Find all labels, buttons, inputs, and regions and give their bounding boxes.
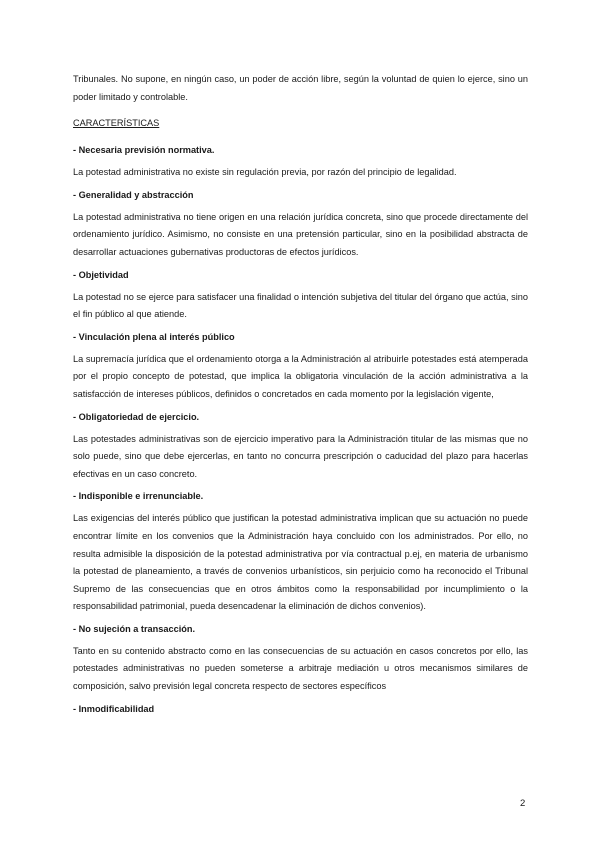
- document-page: [73, 71, 528, 716]
- heading-indisponible: - Indisponible e irrenunciable.: [73, 491, 204, 502]
- paragraph-objetividad: La potestad no se ejerce para satisfacer una finalidad o intención subjetiva del titular del órgano que actúa, sino el fin público al que atiende.: [73, 291, 528, 320]
- heading-objetividad: - Objetividad: [73, 269, 129, 280]
- heading-obligatoriedad: - Obligatoriedad de ejercicio.: [73, 411, 200, 422]
- intro-paragraph: Tribunales. No supone, en ningún caso, un poder de acción libre, según la voluntad de quien lo ejerce, sino un poder limitado y controlable.: [73, 74, 528, 102]
- heading-transaccion: - No sujeción a transacción.: [73, 623, 196, 634]
- paragraph-obligatoriedad: Las potestades administrativas son de ejercicio imperativo para la Administración titular de las mismas que no solo puede, sino que debe ejercerlas, en tanto no concurra prescripción o caducidad del plazo para hacerlas efectivas en un caso concreto.: [73, 433, 528, 479]
- paragraph-generalidad: La potestad administrativa no tiene origen en una relación jurídica concreta, sino que procede directamente del ordenamiento jurídico. Asimismo, no consiste en una pretensión particular, sino en la posibilidad abstracta de desarrollar actuaciones gubernativas productoras de efectos jurídicos.: [73, 211, 528, 257]
- section-title: CARACTERÍSTICAS: [73, 118, 160, 129]
- heading-inmodificabilidad: - Inmodificabilidad: [73, 703, 155, 714]
- heading-vinculacion: - Vinculación plena al interés público: [73, 331, 235, 342]
- page-number: 2: [520, 798, 526, 809]
- paragraph-transaccion: Tanto en su contenido abstracto como en las consecuencias de su actuación en casos concretos por ello, las potestades administrativas no pueden someterse a arbitraje mediación u otros mecanismos similares de composición, salvo previsión legal concreta respecto de sectores específicos: [73, 645, 528, 692]
- heading-prevision: - Necesaria previsión normativa.: [73, 145, 215, 156]
- paragraph-indisponible: Las exigencias del interés público que justifican la potestad administrativa implican que su actuación no puede encontrar límite en los convenios que la Administración haya concluido con los administrados. Por ello, no resulta admisible la disposición de la potestad administrativa por vía contractual p.ej, en materia de urbanismo la potestad de planeamiento, a través de convenios urbanísticos, sin perjuicio como ha reconocido el Tribunal Supremo de las consecuencias que en otros ámbitos como la responsabilidad por incumplimiento o la responsabilidad patrimonial, pueda desencadenar la eliminación de dichos convenios).: [73, 513, 528, 612]
- heading-generalidad: - Generalidad y abstracción: [73, 189, 194, 200]
- paragraph-vinculacion: La supremacía jurídica que el ordenamiento otorga a la Administración al atribuirle potestades está atemperada por el propio concepto de potestad, que implica la obligatoria vinculación de la acción administrativa a la satisfacción de intereses públicos, definidos o concretados en cada momento por la legislación vigente,: [73, 353, 528, 399]
- paragraph-prevision: La potestad administrativa no existe sin regulación previa, por razón del principio de legalidad.: [73, 167, 457, 178]
